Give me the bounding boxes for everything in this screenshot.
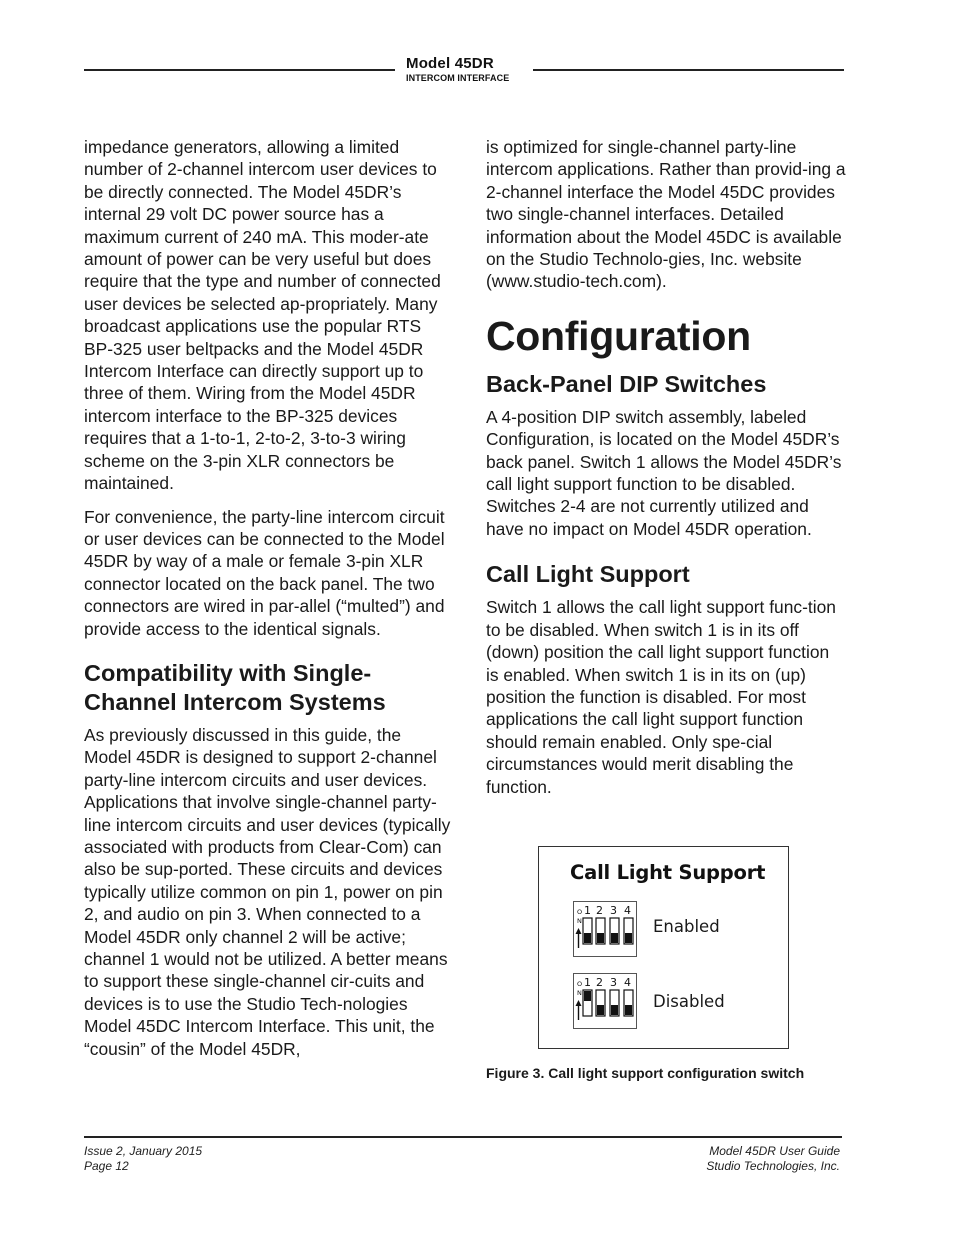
switch-3-lever xyxy=(611,1005,618,1015)
figure-title: Call Light Support xyxy=(570,861,766,884)
heading-compatibility: Compatibility with Single-Channel Intercom Systems xyxy=(84,659,386,715)
footer-left xyxy=(84,1144,202,1174)
footer-company: Studio Technologies, Inc. xyxy=(706,1159,840,1173)
heading-dip-switches: Back-Panel DIP Switches xyxy=(486,370,767,397)
switch-1-lever xyxy=(584,933,591,943)
dip-switch-disabled xyxy=(573,973,637,1029)
header-rule-right xyxy=(533,69,844,71)
figure-caption: Figure 3. Call light support configuration switch xyxy=(486,1065,805,1081)
paragraph-single-channel: As previously discussed in this guide, the Model 45DR is designed to support 2-channel party-line intercom circuits and user devices. Applications that involve single-channel party-line intercom circuits and user devices (typically associated with products from Clear-Com) can also be sup-ported. These circuits and devices typically utilize common on pin 1, power on pin 2, and audio on pin 3. When connected to a Model 45DR only channel 2 will be active; channel 1 would not be utilized. A better means to support these single-channel cir-cuits and devices is to use the Studio Tech-nologies Model 45DC Intercom Interface. This unit, the “cousin” of the Model 45DR, xyxy=(84,724,451,1059)
section-title-configuration: Configuration xyxy=(486,312,751,359)
header-title: Model 45DR xyxy=(406,55,494,72)
figure-call-light-support xyxy=(538,846,789,1049)
footer-page: Page 12 xyxy=(84,1159,129,1173)
switch-2-lever xyxy=(597,933,604,943)
footer-rule xyxy=(84,1136,842,1138)
paragraph-call-light: Switch 1 allows the call light support func-tion to be disabled. When switch 1 is in its off (down) position the call light support function is enabled. When switch 1 is in its on (up) position the function is disabled. For most applications the call light support function should remain enabled. Only spe-cial circumstances would merit disabling the function. xyxy=(486,597,836,797)
paragraph-45dc: is optimized for single-channel party-line intercom applications. Rather than provid-ing a 2-channel interface the Model 45DC provides two single-channel interfaces. Detailed information about the Model 45DC is available on the Studio Technolo-gies, Inc. website (www.studio-tech.com). xyxy=(486,137,846,292)
header-rule-left xyxy=(84,69,395,71)
switch-number-1: 1 xyxy=(584,904,591,917)
on-label-n: N xyxy=(577,989,582,997)
paragraph-dip-switches: A 4-position DIP switch assembly, labeled Configuration, is located on the Model 45DR’s back panel. Switch 1 allows the Model 45DR’s call light support function to be disabled. Switches 2-4 are not currently utilized and have no impact on Model 45DR operation. xyxy=(486,406,842,539)
footer-guide: Model 45DR User Guide xyxy=(709,1144,840,1158)
on-label-o: O xyxy=(577,908,583,916)
left-column xyxy=(84,136,452,1071)
switch-4-lever xyxy=(625,933,632,943)
on-label-o: O xyxy=(577,980,583,988)
switch-4-lever xyxy=(625,1005,632,1015)
heading-call-light: Call Light Support xyxy=(486,561,690,588)
up-arrow-icon xyxy=(576,928,582,934)
switch-number-4: 4 xyxy=(624,904,631,917)
switch-number-3: 3 xyxy=(610,976,617,989)
up-arrow-icon xyxy=(576,1000,582,1006)
footer-issue: Issue 2, January 2015 xyxy=(84,1144,203,1158)
switch-1-lever xyxy=(584,991,591,1001)
paragraph-power: impedance generators, allowing a limited number of 2-channel intercom user devices to be directly connected. The Model 45DR’s internal 29 volt DC power source has a maximum current of 240 mA. This moder-ate amount of power can be very useful but does require that the type and number of connected user devices be selected ap-propriately. Many broadcast applications use the popular RTS BP-325 user beltpacks and the Model 45DR Intercom Interface can directly support up to three of them. Wiring from the Model 45DR intercom interface to the BP-325 devices requires that a 1-to-1, 2-to-2, 3-to-3 wiring scheme on the 3-pin XLR connectors be maintained. xyxy=(84,137,441,494)
switch-number-1: 1 xyxy=(584,976,591,989)
switch-number-2: 2 xyxy=(596,976,603,989)
footer-right xyxy=(706,1144,840,1174)
header-subtitle: INTERCOM INTERFACE xyxy=(406,73,510,83)
switch-number-4: 4 xyxy=(624,976,631,989)
dip-switch-enabled xyxy=(573,901,637,957)
on-label-n: N xyxy=(577,917,582,925)
switch-number-2: 2 xyxy=(596,904,603,917)
right-column xyxy=(486,136,846,809)
switch-number-3: 3 xyxy=(610,904,617,917)
paragraph-connectors: For convenience, the party-line intercom circuit or user devices can be connected to the Model 45DR by way of a male or female 3-pin XLR connector located on the back panel. The two connectors are wired in par-allel (“multed”) and provide access to the identical signals. xyxy=(84,506,445,639)
enabled-label: Enabled xyxy=(653,917,720,936)
switch-2-lever xyxy=(597,1005,604,1015)
disabled-label: Disabled xyxy=(653,992,725,1011)
switch-3-lever xyxy=(611,933,618,943)
